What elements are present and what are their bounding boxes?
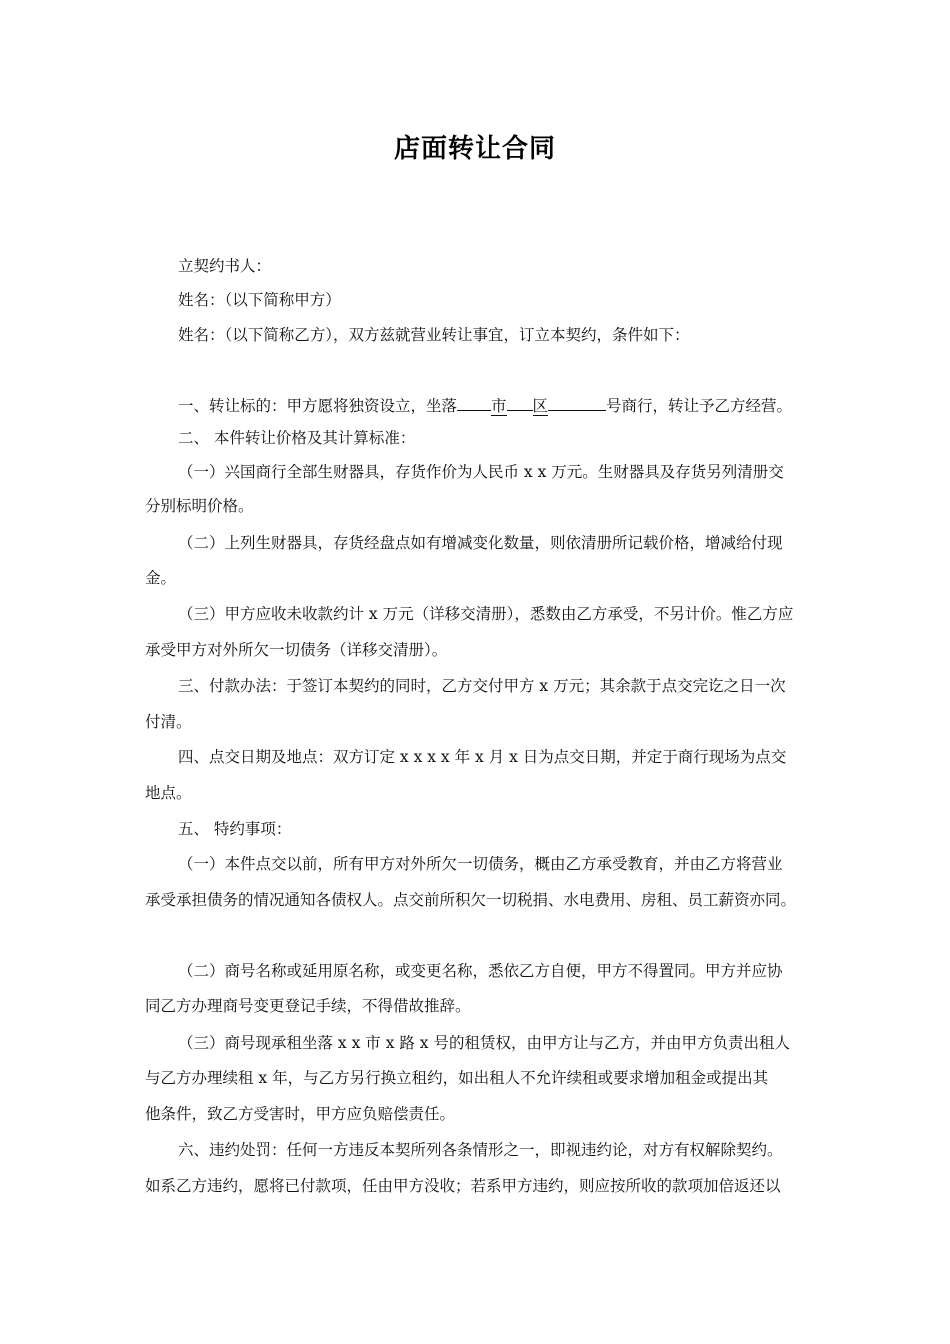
party-b-name: 姓名：（以下简称乙方），双方兹就营业转让事宜，订立本契约，条件如下： [178, 326, 690, 344]
party-a-name: 姓名：（以下简称甲方） [178, 291, 341, 309]
clause-2-heading: 二、 本件转让价格及其计算标准： [178, 429, 416, 447]
clause-6-line-2: 如系乙方违约，愿将已付款项，任由甲方没收；若系甲方违约，则应按所收的款项加倍返还以 [145, 1177, 781, 1195]
clause-2-2-line-2: 金。 [145, 569, 177, 587]
clause-1-transfer-subject [178, 394, 818, 416]
clause-5-1-line-1: （一）本件点交以前，所有甲方对外所欠一切债务，概由乙方承受教育，并由乙方将营业 [178, 855, 783, 873]
clause-4-line-2: 地点。 [145, 784, 192, 802]
clause-1-city: 市 [491, 397, 507, 415]
clause-2-3-line-2: 承受甲方对外所欠一切债务（详移交清册）。 [145, 641, 448, 659]
clause-3-line-2: 付清。 [145, 713, 192, 731]
document-title: 店面转让合同 [393, 134, 556, 164]
clause-3-line-1: 三、付款办法：于签订本契约的同时，乙方交付甲方 x 万元；其余款于点交完讫之日一次 [178, 677, 786, 695]
clause-6-line-1: 六、违约处罚：任何一方违反本契所列各条情形之一，即视违约论，对方有权解除契约。 [178, 1141, 783, 1159]
clause-2-1-line-1: （一）兴国商行全部生财器具，存货作价为人民币 x x 万元。生财器具及存货另列清册交 [178, 463, 784, 481]
clause-5-3-line-2: 与乙方办理续租 x 年，与乙方另行换立租约，如出租人不允许续租或要求增加租金或提出其 [145, 1069, 769, 1087]
clause-1-prefix: 一、转让标的：甲方愿将独资设立，坐落 [178, 397, 458, 415]
clause-5-3-line-1: （三）商号现承租坐落 x x 市 x 路 x 号的租赁权，由甲方让与乙方，并由甲方负责出租人 [178, 1034, 790, 1052]
clause-5-heading: 五、 特约事项： [178, 820, 292, 838]
clause-5-2-line-1: （二）商号名称或延用原名称，或变更名称，悉依乙方自便，甲方不得置同。甲方并应协 [178, 962, 783, 980]
clause-1-suffix: 号商行，转让予乙方经营。 [606, 397, 793, 415]
clause-4-line-1: 四、点交日期及地点：双方订定 x x x x 年 x 月 x 日为点交日期，并定于商行现场为点交 [178, 748, 787, 766]
clause-2-3-line-1: （三）甲方应收未收款约计 x 万元（详移交清册），悉数由乙方承受，不另计价。惟乙方应 [178, 605, 794, 623]
clause-1-district: 区 [532, 397, 549, 415]
blank-city [457, 394, 491, 411]
clause-5-2-line-2: 同乙方办理商号变更登记手续，不得借故推辞。 [145, 997, 471, 1015]
blank-district [507, 394, 533, 411]
clause-5-3-line-3: 他条件，致乙方受害时，甲方应负赔偿责任。 [145, 1105, 456, 1123]
contract-parties-heading: 立契约书人： [178, 257, 272, 275]
clause-2-1-line-2: 分别标明价格。 [145, 497, 254, 515]
clause-2-2-line-1: （二）上列生财器具，存货经盘点如有增减变化数量，则依清册所记载价格，增减给付现 [178, 534, 783, 552]
clause-5-1-line-2: 承受承担债务的情况通知各债权人。点交前所积欠一切税捐、水电费用、房租、员工薪资亦同。 [145, 891, 797, 909]
blank-number [548, 394, 606, 411]
